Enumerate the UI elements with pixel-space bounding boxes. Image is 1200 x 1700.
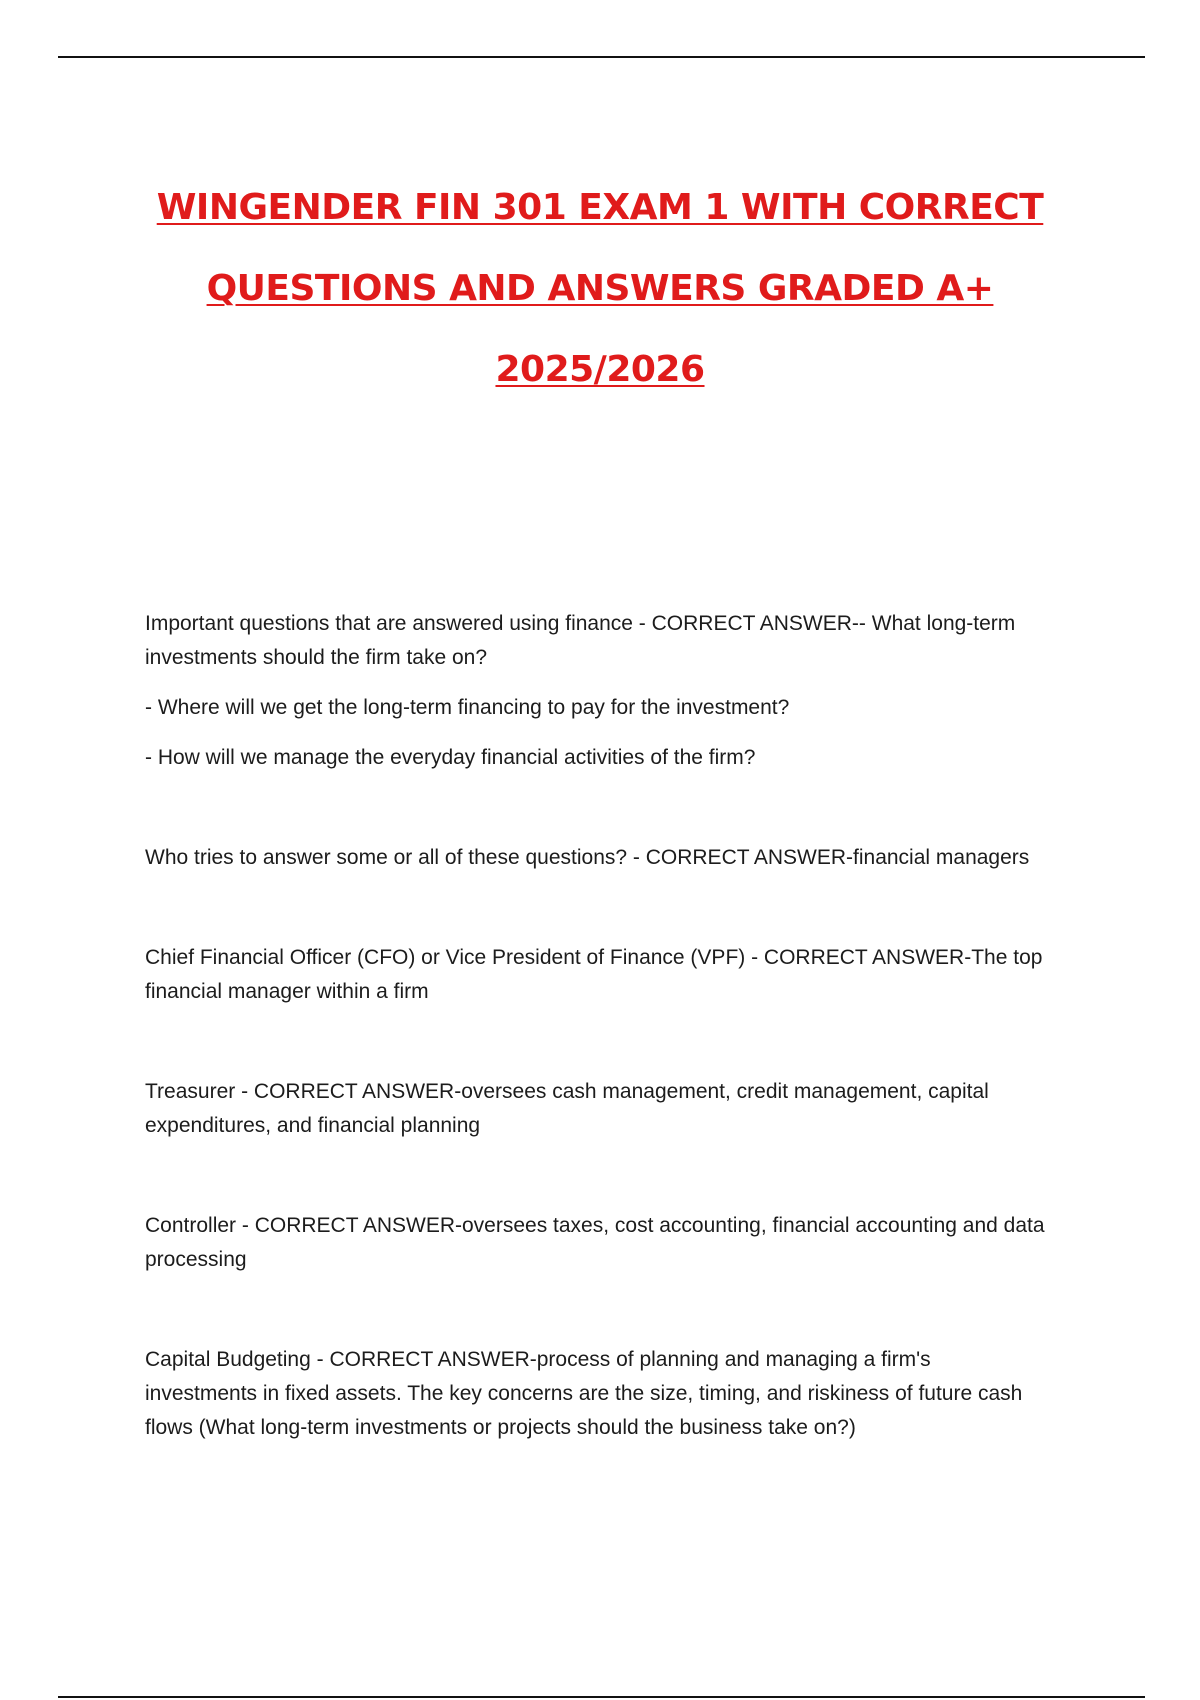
title-line-1	[0, 167, 1200, 248]
qa-entry-1	[145, 607, 1045, 775]
qa-entry-6-text: Capital Budgeting - CORRECT ANSWER-process of planning and managing a firm's investments in fixed assets. The key concerns are the size, timing, and riskiness of future cash flows (What long-term investments or projects should the business take on?)	[145, 1348, 1023, 1439]
qa-entry-3	[145, 941, 1045, 1009]
document-title	[0, 167, 1200, 410]
bottom-rule	[58, 1696, 1145, 1698]
qa-entry-6	[145, 1343, 1045, 1445]
title-line-3	[0, 329, 1200, 410]
qa-entry-5	[145, 1209, 1045, 1277]
top-rule	[58, 56, 1145, 58]
qa-entry-3-text: Chief Financial Officer (CFO) or Vice President of Finance (VPF) - CORRECT ANSWER-The top financial manager within a firm	[145, 946, 1043, 1003]
qa-list	[145, 607, 1045, 1445]
title-line-2	[0, 248, 1200, 329]
qa-entry-5-text: Controller - CORRECT ANSWER-oversees taxes, cost accounting, financial accounting and data processing	[145, 1214, 1045, 1271]
title-line-2-text: QUESTIONS AND ANSWERS GRADED A+	[206, 268, 994, 310]
qa-entry-2	[145, 841, 1045, 875]
title-line-3-text: 2025/2026	[495, 349, 705, 391]
qa-entry-1-bullet-1: - Where will we get the long-term financing to pay for the investment?	[145, 696, 790, 719]
qa-entry-1-text: Important questions that are answered using finance - CORRECT ANSWER-- What long-term investments should the firm take on?	[145, 612, 1016, 669]
qa-entry-2-text: Who tries to answer some or all of these questions? - CORRECT ANSWER-financial managers	[145, 846, 1030, 869]
qa-entry-1-bullet-2: - How will we manage the everyday financial activities of the firm?	[145, 746, 756, 769]
title-line-1-text: WINGENDER FIN 301 EXAM 1 WITH CORRECT	[156, 187, 1044, 229]
qa-entry-4-text: Treasurer - CORRECT ANSWER-oversees cash management, credit management, capital expenditures, and financial planning	[145, 1080, 989, 1137]
qa-entry-4	[145, 1075, 1045, 1143]
